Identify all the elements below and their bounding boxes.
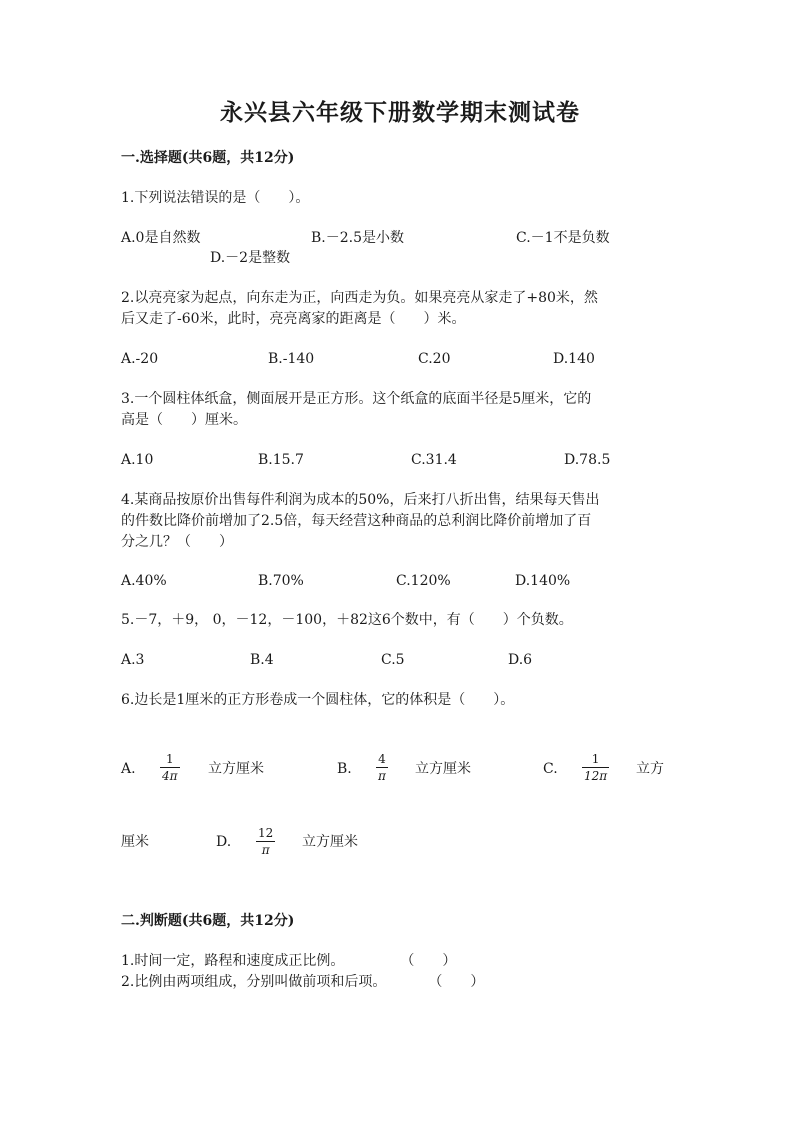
fraction-numerator: 12 — [258, 826, 274, 840]
q6-option-a-fraction — [160, 752, 180, 783]
q2-option-b: B.-140 — [268, 351, 315, 367]
q6-option-d-letter: D. — [216, 834, 232, 850]
question-4-stem-line1: 4.某商品按原价出售每件利润为成本的50%，后来打八折出售，结果每天售出 — [121, 492, 600, 508]
q6-option-b-unit: 立方厘米 — [415, 761, 471, 777]
fraction-denominator: π — [261, 843, 270, 857]
question-4-stem-line3: 分之几？（ ） — [121, 534, 233, 550]
q1-option-c: C.－1不是负数 — [516, 230, 610, 246]
q6-option-b-letter: B. — [337, 761, 352, 777]
fraction-bar — [160, 767, 180, 768]
q2-option-c: C.20 — [418, 351, 451, 367]
q3-option-a: A.10 — [121, 452, 154, 468]
q6-option-a-unit: 立方厘米 — [208, 761, 264, 777]
q2-option-a: A.-20 — [121, 351, 159, 367]
q5-option-a: A.3 — [121, 652, 145, 668]
fraction-denominator: 4π — [162, 769, 178, 783]
q6-option-d-unit: 立方厘米 — [302, 834, 358, 850]
q4-option-d: D.140% — [515, 573, 571, 589]
fraction-denominator: π — [378, 769, 386, 783]
q6-option-d-fraction — [256, 826, 275, 857]
q3-option-c: C.31.4 — [411, 452, 457, 468]
q1-option-a: A.0是自然数 — [121, 230, 201, 246]
question-5-stem: 5.－7，＋9， 0，－12，－100，＋82这6个数中，有（ ）个负数。 — [121, 612, 573, 628]
question-4-stem-line2: 的件数比降价前增加了2.5倍，每天经营这种商品的总利润比降价前增加了百 — [121, 513, 592, 529]
fraction-bar — [582, 767, 609, 768]
page-title: 永兴县六年级下册数学期末测试卷 — [220, 99, 580, 126]
section-heading-choice: 一.选择题(共6题，共12分) — [121, 150, 295, 166]
q6-option-c-unit-part2: 厘米 — [121, 834, 149, 850]
question-1-stem: 1.下列说法错误的是（ ）。 — [121, 190, 310, 206]
question-2-stem-line1: 2.以亮亮家为起点，向东走为正，向西走为负。如果亮亮从家走了+80米，然 — [121, 290, 598, 306]
q6-option-c-fraction — [582, 752, 609, 783]
judgement-item-1: 1.时间一定，路程和速度成正比例。 （ ） — [121, 953, 457, 969]
fraction-numerator: 1 — [165, 752, 174, 766]
q4-option-b: B.70% — [258, 573, 304, 589]
q3-option-b: B.15.7 — [258, 452, 304, 468]
fraction-bar — [256, 841, 275, 842]
q2-option-d: D.140 — [553, 351, 595, 367]
q6-option-b-fraction — [376, 752, 388, 783]
q6-option-a-letter: A. — [121, 761, 136, 777]
fraction-numerator: 4 — [378, 752, 386, 766]
fraction-numerator: 1 — [591, 752, 600, 766]
q4-option-c: C.120% — [396, 573, 451, 589]
q1-option-b: B.－2.5是小数 — [311, 230, 405, 246]
judgement-item-2: 2.比例由两项组成，分别叫做前项和后项。 （ ） — [121, 974, 485, 990]
q1-option-d: D.－2是整数 — [210, 250, 291, 266]
question-3-stem-line1: 3.一个圆柱体纸盒，侧面展开是正方形。这个纸盒的底面半径是5厘米，它的 — [121, 391, 592, 407]
question-2-stem-line2: 后又走了-60米，此时，亮亮离家的距离是（ ）米。 — [121, 311, 466, 327]
q5-option-c: C.5 — [381, 652, 405, 668]
q5-option-d: D.6 — [508, 652, 533, 668]
q6-option-c-letter: C. — [543, 761, 558, 777]
question-3-stem-line2: 高是（ ）厘米。 — [121, 412, 247, 428]
section-heading-judgement: 二.判断题(共6题，共12分) — [121, 913, 295, 929]
q4-option-a: A.40% — [121, 573, 167, 589]
fraction-bar — [376, 767, 388, 768]
q6-option-c-unit-part1: 立方 — [636, 761, 664, 777]
question-6-stem: 6.边长是1厘米的正方形卷成一个圆柱体，它的体积是（ ）。 — [121, 692, 515, 708]
fraction-denominator: 12π — [584, 769, 608, 783]
q5-option-b: B.4 — [250, 652, 274, 668]
q3-option-d: D.78.5 — [564, 452, 611, 468]
